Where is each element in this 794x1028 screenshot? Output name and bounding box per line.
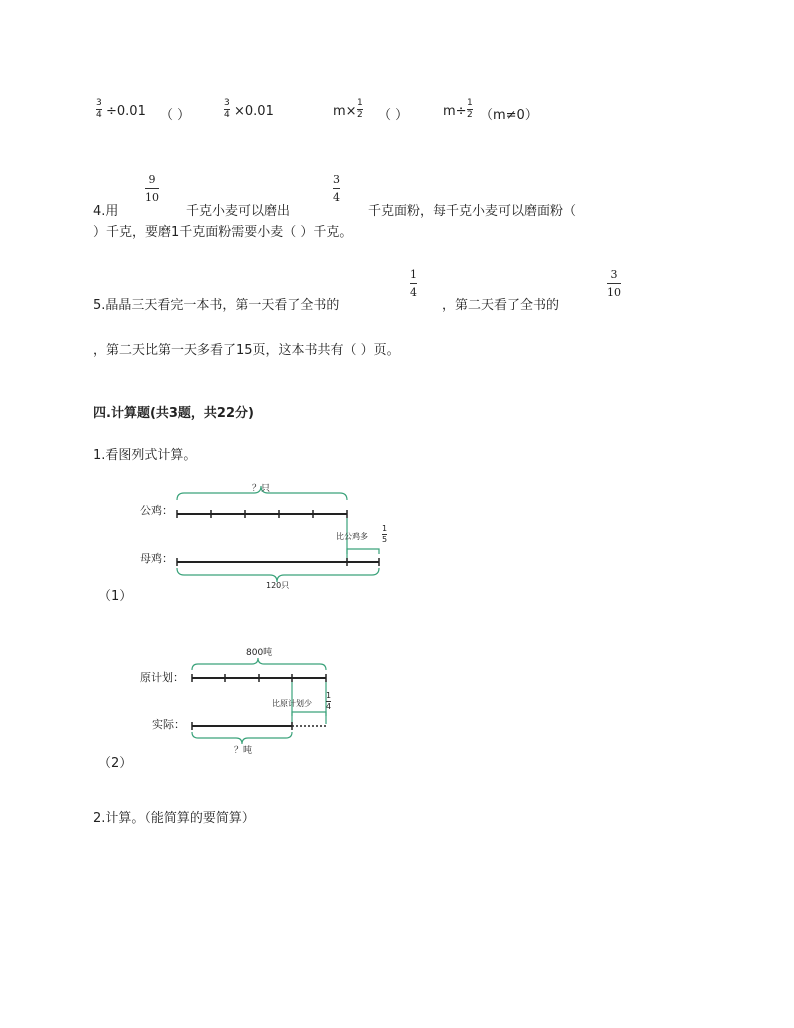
expression-m-times: m× (333, 104, 357, 119)
q4-text-end: 千克面粉，每千克小麦可以磨面粉（ (368, 204, 577, 219)
diagram1-index: （1） (98, 589, 133, 604)
condition-m-not-zero: （m≠0） (480, 108, 538, 123)
q4-line-2: ）千克，要磨1千克面粉需要小麦（ ）千克。 (93, 225, 353, 240)
expression-divide-001: ÷0.01 (106, 104, 146, 119)
diagram1-label-rooster: 公鸡： (140, 504, 173, 517)
q4-text-middle: 千克小麦可以磨出 (186, 204, 291, 219)
diagram2-note: 比原计划少 (272, 699, 312, 708)
expression-m-divide: m÷ (443, 104, 467, 119)
q4-fraction-3-4: 3 4 (333, 173, 340, 204)
answer-blank-1[interactable]: （ ） (160, 108, 191, 123)
fraction-1-2-b: 1 2 (467, 98, 473, 120)
diagram1-bottom-brace-label: 120只 (266, 581, 290, 590)
diagram1-note: 比公鸡多 (336, 532, 368, 541)
diagram1-top-brace-label: ？只 (252, 484, 271, 494)
q4-fraction-9-10: 9 10 (145, 173, 159, 204)
q5-line-2: ，第二天比第一天多看了15页，这本书共有（ ）页。 (93, 343, 400, 358)
diagram2-lines (186, 646, 346, 762)
section4-q2: 2.计算。（能简算的要简算） (93, 811, 255, 826)
diagram2-label-planned: 原计划： (140, 671, 184, 684)
q5-fraction-3-10: 3 10 (607, 268, 621, 299)
answer-blank-2[interactable]: （ ） (378, 108, 409, 123)
diagram2-bottom-brace-label: ？吨 (234, 746, 253, 756)
diagram1-label-hen: 母鸡： (140, 552, 173, 565)
expression-multiply-001: ×0.01 (234, 104, 274, 119)
diagram1-note-fraction: 1 5 (382, 524, 388, 544)
q5-text-start: 5.晶晶三天看完一本书，第一天看了全书的 (93, 298, 340, 313)
diagram2-index: （2） (98, 756, 133, 771)
diagram2-top-brace-label: 800吨 (246, 648, 273, 658)
diagram2-label-actual: 实际： (152, 718, 185, 731)
fraction-3-4-b: 3 4 (224, 98, 230, 120)
q4-text-start: 4.用 (93, 204, 119, 219)
section-heading: 四.计算题(共3题，共22分) (93, 406, 254, 421)
section4-q1: 1.看图列式计算。 (93, 448, 197, 463)
fraction-3-4: 3 4 (96, 98, 102, 120)
q5-fraction-1-4: 1 4 (410, 268, 417, 299)
q5-text-middle: ，第二天看了全书的 (442, 298, 560, 313)
fraction-1-2: 1 2 (357, 98, 363, 120)
diagram2-note-fraction: 1 4 (326, 691, 332, 711)
